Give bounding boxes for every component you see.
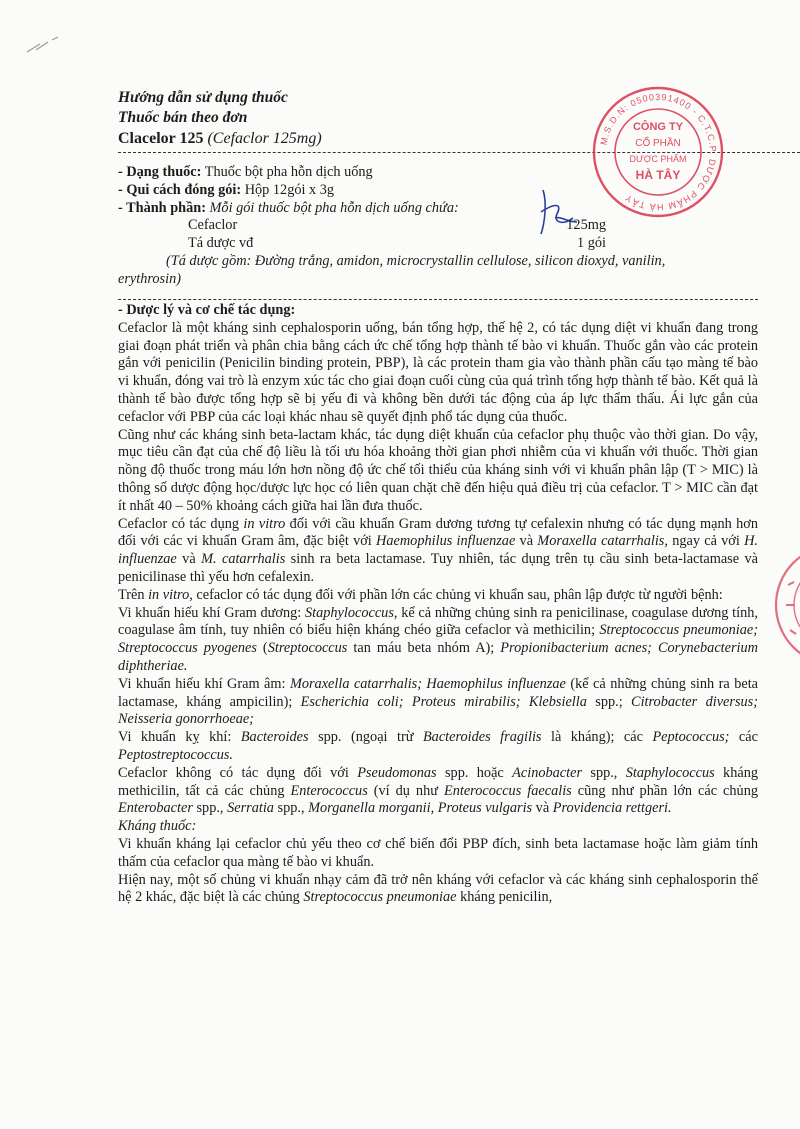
stamp-line-2: CỔ PHẦN xyxy=(635,138,681,149)
form-line xyxy=(118,164,778,182)
ingredient-row xyxy=(118,217,778,235)
product-strength: (Cefaclor 125mg) xyxy=(207,130,322,147)
stamp-line-1: CÔNG TY xyxy=(632,121,684,133)
paragraph-in-vitro: Trên in vitro, cefaclor có tác dụng đối với phần lớn các chủng vi khuẩn sau, phân lập được từ người bệnh: xyxy=(118,586,723,603)
prescription-note: Thuốc bán theo đơn xyxy=(118,109,248,126)
excipients-line-2: erythrosin) xyxy=(118,270,182,287)
ingredient-amount: 125mg xyxy=(566,217,606,234)
ingredient-name: Tá dược vđ xyxy=(188,235,254,252)
pack-value: Hộp 12gói x 3g xyxy=(241,181,335,198)
form-value: Thuốc bột pha hỗn dịch uống xyxy=(201,164,373,180)
paragraph-resistance: Vi khuẩn kháng lại cefaclor chủ yếu theo cơ chế biến đổi PBP đích, sinh beta lactamase hoặc làm giảm tính thấm của cefaclor qua màng tế bào vi khuẩn. xyxy=(118,835,758,870)
paragraph-mechanism: Cefaclor là một kháng sinh cephalosporin uống, bán tổng hợp, thế hệ 2, có tác dụng diệt vi khuẩn đang trong giai đoạn phát triển và phân chia bằng cách ức chế tổng hợp thành tế bào vi khuẩn. Thuốc gắn vào các protein gắn với penicilin (Penicilin binding protein, PBP), là các protein tham gia vào thành phần cấu tạo màng tế bào vi khuẩn, đóng vai trò là enzym xúc tác cho giai đoạn cuối cùng của quá trình tổng hợp thành tế bào. Kết quả là thành tế bào được tổng hợp sẽ bị yếu đi và không bền dưới tác động của áp lực thẩm thấu. Ái lực gắn của cefaclor với PBP của các loại khác nhau sẽ quyết định phổ tác dụng của thuốc. xyxy=(118,319,758,425)
paragraph-time-dependence: Cũng như các kháng sinh beta-lactam khác, tác dụng diệt khuẩn của cefaclor phụ thuộc vào thời gian. Do vậy, mục tiêu cần đạt của chế độ liều là tối ưu hóa khoảng thời gian phơi nhiễm của vi khuẩn với thuốc. Thời gian nồng độ thuốc trong máu lớn hơn nồng độ ức chế tối thiểu của kháng sinh với vi khuẩn phân lập (T > MIC) là thông số dược động học/dược lực học có liên quan chặt chẽ đến hiệu quả điều trị của cefaclor. T > MIC cần đạt ít nhất 40 – 50% khoảng cách giữa hai lần đưa thuốc. xyxy=(118,426,758,514)
stamp-line-3: DƯỢC PHẨM xyxy=(629,154,687,164)
paragraph-anaerobes: Vi khuẩn kỵ khí: Bacteroides spp. (ngoại trừ Bacteroides fragilis là kháng); các Peptococcus; các Peptostreptococcus. xyxy=(118,729,758,763)
pharmacology-heading: - Dược lý và cơ chế tác dụng: xyxy=(118,302,296,318)
ingredient-row xyxy=(118,235,778,253)
scribble-mark xyxy=(22,30,82,60)
composition-line xyxy=(118,200,778,218)
pack-label: - Qui cách đóng gói: xyxy=(118,181,242,198)
paragraph-spectrum: Cefaclor có tác dụng in vitro đối với cầu khuẩn Gram dương tương tự cefalexin nhưng có tác dụng mạnh hơn đối với các vi khuẩn Gram âm, đặc biệt với Haemophilus influenzae và Moraxella catarrhalis, ngay cả với H. influenzae và M. catarrhalis sinh ra beta lactamase. Tuy nhiên, tác dụng trên tụ cầu sinh beta-lactamase và penicilinase thì yếu hơn cefalexin. xyxy=(118,515,759,585)
excipients-line-1: (Tá dược gồm: Đường trắng, amidon, microcrystallin cellulose, silicon dioxyd, vanilin, xyxy=(166,252,666,269)
ingredient-amount: 1 gói xyxy=(577,235,606,252)
paragraph-gram-negative: Vi khuẩn hiếu khí Gram âm: Moraxella catarrhalis; Haemophilus influenzae (kể cả những chủng sinh ra beta lactamase, kháng ampicilin); Escherichia coli; Proteus mirabilis; Klebsiella spp.; Citrobacter diversus; Neisseria gonorrhoeae; xyxy=(118,675,759,728)
stamp-line-4: HÀ TÂY xyxy=(635,168,681,182)
ingredient-name: Cefaclor xyxy=(188,217,238,234)
section-divider xyxy=(118,299,758,300)
partial-stamp xyxy=(772,535,800,675)
composition-value: Mỗi gói thuốc bột pha hỗn dịch uống chứa: xyxy=(205,199,459,216)
stamp-ring-text: M.S.D.N: 0500391400 - C.T.C.P. DƯỢC PHẨM HÀ TÂY xyxy=(598,91,719,213)
product-name: Clacelor 125 xyxy=(118,130,204,147)
doc-title: Hướng dẫn sử dụng thuốc xyxy=(118,89,288,106)
form-label: - Dạng thuốc: xyxy=(118,164,202,180)
composition-label: - Thành phần: xyxy=(118,199,206,216)
spec-section xyxy=(118,164,778,289)
paragraph-not-active: Cefaclor không có tác dụng đối với Pseudomonas spp. hoặc Acinobacter spp., Staphylococcus kháng methicilin, tất cả các chủng Enterococcus (ví dụ như Enterococcus faecalis cũng như phần lớn các chủng Enterobacter spp., Serratia spp., Morganella morganii, Proteus vulgaris và Providencia rettgeri. xyxy=(118,764,758,817)
resistance-heading: Kháng thuốc: xyxy=(118,818,197,835)
paragraph-current-resistance: Hiện nay, một số chủng vi khuẩn nhạy cảm đã trở nên kháng với cefaclor và các kháng sinh cephalosporin thế hệ 2 khác, đặc biệt là các chủng Streptococcus pneumoniae kháng penicilin, xyxy=(118,871,758,906)
paragraph-gram-positive: Vi khuẩn hiếu khí Gram dương: Staphylococcus, kể cả những chủng sinh ra penicilinase, coagulase dương tính, coagulase âm tính, tuy nhiên có biểu hiện kháng chéo giữa cefaclor và methicilin; Streptococcus pneumoniae; Streptococcus pyogenes (Streptococcus tan máu beta nhóm A); Propionibacterium acnes; Corynebacterium diphtheriae. xyxy=(118,604,759,674)
pack-line xyxy=(118,182,778,200)
pharmacology-section xyxy=(118,302,758,907)
